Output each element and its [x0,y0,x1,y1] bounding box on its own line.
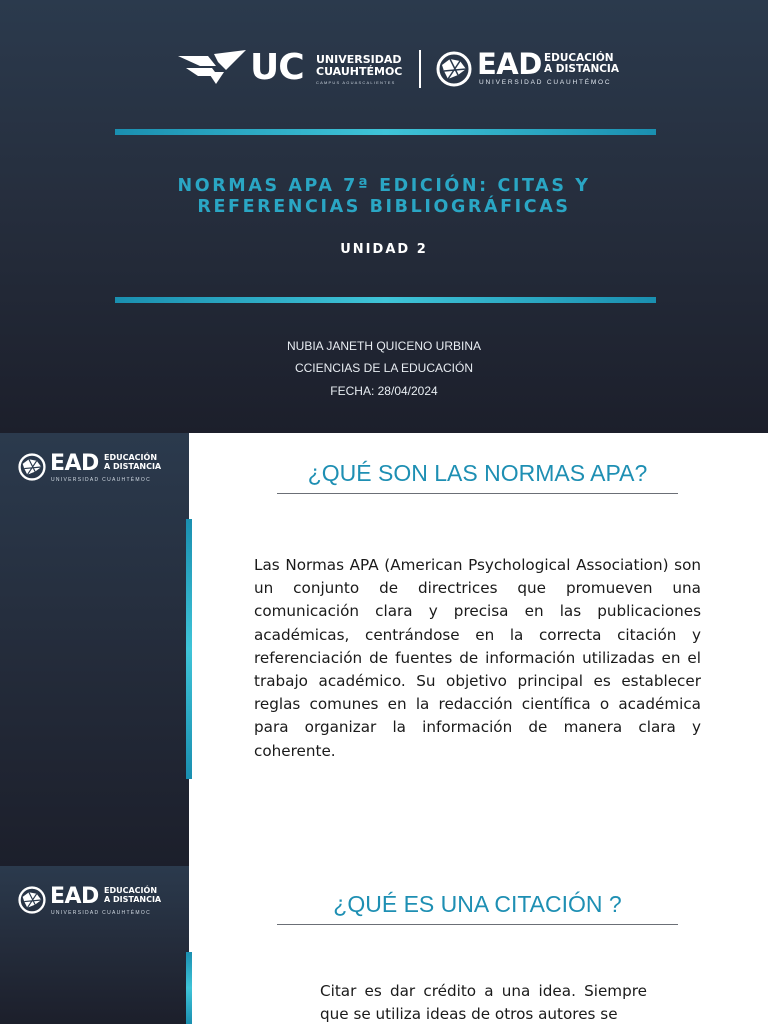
slide-heading: ¿QUÉ SON LAS NORMAS APA? [277,459,678,494]
cover-program: CCIENCIAS DE LA EDUCACIÓN [294,361,474,375]
ead-logo-name [104,453,161,471]
cover-top-bar [115,129,656,135]
ead-logo-word: EAD [50,451,99,476]
side-accent-bar [186,519,192,779]
institution-logos [178,46,623,92]
ead-logo-name [544,53,619,75]
ead-logo-subtitle: UNIVERSIDAD CUAUHTÉMOC [479,79,612,86]
ead-name-line1: EDUCACIÓN [544,52,614,64]
uc-bird-logo-icon [178,50,248,84]
slide-body-text: Citar es dar crédito a una idea. Siempre que se utiliza ideas de otros autores se [320,982,647,1024]
uc-logo-letters: UC [250,47,304,88]
ead-name-line2: A DISTANCIA [104,895,162,904]
side-accent-bar [186,952,192,1024]
ead-logo [18,885,168,919]
globe-icon [436,51,472,87]
slide-citacion [0,866,768,1024]
ead-logo-subtitle: UNIVERSIDAD CUAUHTÉMOC [51,477,151,483]
ead-name-line2: A DISTANCIA [104,462,162,471]
ead-logo-word: EAD [50,884,99,909]
cover-slide [0,0,768,433]
ead-name-line1: EDUCACIÓN [104,886,158,895]
cover-author: NUBIA JANETH QUICENO URBINA [286,339,482,353]
globe-icon [18,886,46,914]
side-panel [0,433,189,866]
ead-name-line1: EDUCACIÓN [104,453,158,462]
uc-name-line2: CUAUHTÉMOC [316,65,403,78]
uc-name-line1: UNIVERSIDAD [316,53,402,66]
ead-logo [18,452,168,486]
cover-date: FECHA: 28/04/2024 [330,384,438,398]
cover-subtitle: UNIDAD 2 [340,242,428,257]
ead-logo-name [104,886,161,904]
cover-bottom-bar [115,297,656,303]
globe-icon [18,453,46,481]
cover-title: NORMAS APA 7ª EDICIÓN: CITAS Y REFERENCIAS BIBLIOGRÁFICAS [177,176,591,217]
ead-logo-subtitle: UNIVERSIDAD CUAUHTÉMOC [51,910,151,916]
ead-logo-word: EAD [477,47,542,81]
uc-logo-name [316,54,402,78]
slide-body-text: Las Normas APA (American Psychological Association) son un conjunto de directrices que promueven una comunicación clara y precisa en las publicaciones académicas, centrándose en la correcta citación y referenciación de fuentes de información utilizadas en el trabajo académico. Su objetivo principal es establecer reglas comunes en la redacción científica o académica para organizar la información de manera clara y coherente. [254,556,701,760]
slide-heading: ¿QUÉ ES UNA CITACIÓN ? [277,890,678,925]
uc-logo-subtitle: CAMPUS AGUASCALIENTES [316,80,396,85]
logo-divider [419,50,421,88]
ead-name-line2: A DISTANCIA [544,63,619,75]
slide-normas-apa [0,433,768,866]
side-panel [0,866,189,1024]
